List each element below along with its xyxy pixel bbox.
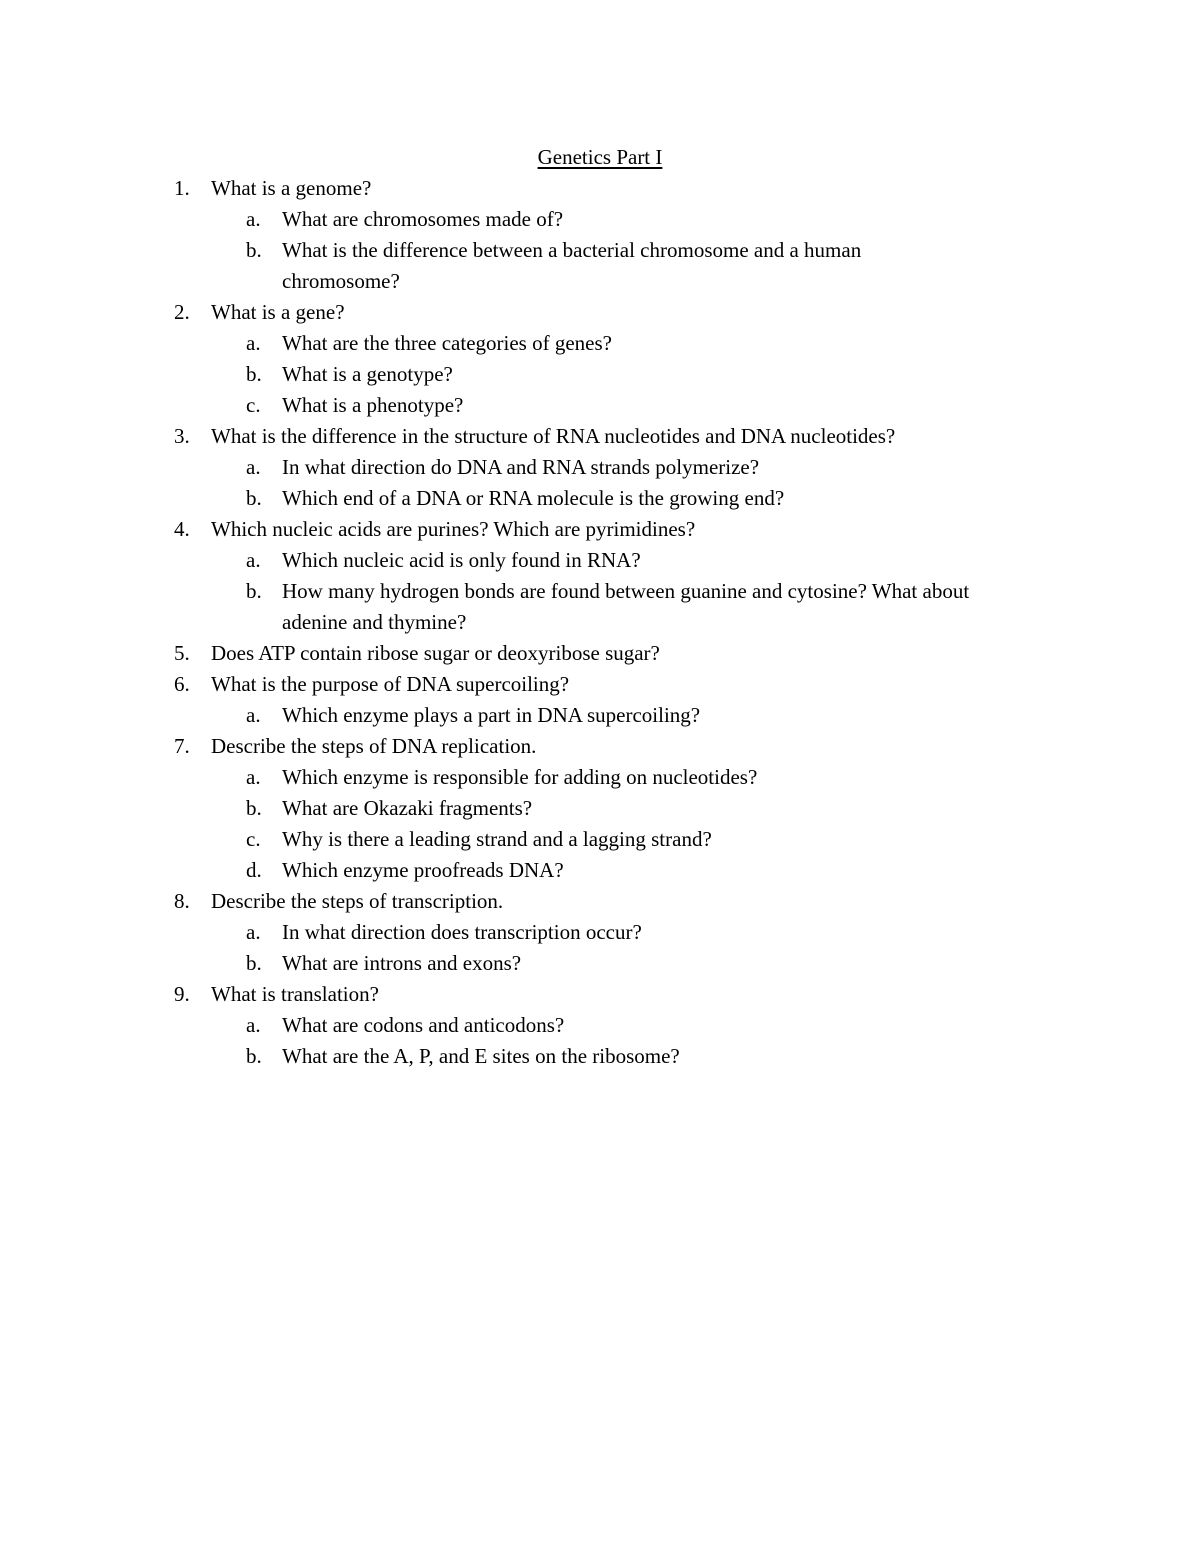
question-1a bbox=[0, 204, 1200, 235]
subquestion-letter: c. bbox=[246, 393, 261, 417]
question-4 bbox=[0, 514, 1200, 545]
subquestion-letter: b. bbox=[246, 362, 262, 386]
subquestion-text: Which enzyme proofreads DNA? bbox=[282, 858, 564, 882]
question-text: What is a genome? bbox=[211, 176, 372, 200]
subquestion-letter: c. bbox=[246, 827, 261, 851]
question-3b bbox=[0, 483, 1200, 514]
question-number: 4. bbox=[174, 517, 190, 541]
question-9a bbox=[0, 1010, 1200, 1041]
subquestion-text: How many hydrogen bonds are found between guanine and cytosine? What about bbox=[282, 579, 970, 603]
question-8 bbox=[0, 886, 1200, 917]
question-1b-continuation bbox=[0, 266, 1200, 297]
question-number: 8. bbox=[174, 889, 190, 913]
question-7d bbox=[0, 855, 1200, 886]
question-7a bbox=[0, 762, 1200, 793]
subquestion-letter: a. bbox=[246, 1013, 261, 1037]
question-3 bbox=[0, 421, 1200, 452]
subquestion-text: What is a genotype? bbox=[282, 362, 453, 386]
subquestion-letter: b. bbox=[246, 486, 262, 510]
subquestion-text: What are the three categories of genes? bbox=[282, 331, 612, 355]
question-text: What is the purpose of DNA supercoiling? bbox=[211, 672, 570, 696]
question-3a bbox=[0, 452, 1200, 483]
subquestion-letter: d. bbox=[246, 858, 262, 882]
question-number: 7. bbox=[174, 734, 190, 758]
question-text: What is translation? bbox=[211, 982, 379, 1006]
question-2b bbox=[0, 359, 1200, 390]
question-number: 2. bbox=[174, 300, 190, 324]
subquestion-letter: a. bbox=[246, 207, 261, 231]
question-4b-continuation bbox=[0, 607, 1200, 638]
subquestion-text: In what direction do DNA and RNA strands polymerize? bbox=[282, 455, 760, 479]
question-number: 5. bbox=[174, 641, 190, 665]
subquestion-letter: a. bbox=[246, 455, 261, 479]
question-text: Describe the steps of transcription. bbox=[211, 889, 504, 913]
subquestion-letter: a. bbox=[246, 765, 261, 789]
question-1b bbox=[0, 235, 1200, 266]
subquestion-text: What are introns and exons? bbox=[282, 951, 522, 975]
question-text: Which nucleic acids are purines? Which are pyrimidines? bbox=[211, 517, 696, 541]
question-7c bbox=[0, 824, 1200, 855]
subquestion-letter: a. bbox=[246, 920, 261, 944]
subquestion-letter: a. bbox=[246, 703, 261, 727]
question-9 bbox=[0, 979, 1200, 1010]
question-6a bbox=[0, 700, 1200, 731]
subquestion-text: Which nucleic acid is only found in RNA? bbox=[282, 548, 641, 572]
subquestion-text: What are the A, P, and E sites on the ribosome? bbox=[282, 1044, 680, 1068]
subquestion-text: Which end of a DNA or RNA molecule is the growing end? bbox=[282, 486, 785, 510]
question-text: Does ATP contain ribose sugar or deoxyribose sugar? bbox=[211, 641, 660, 665]
question-number: 3. bbox=[174, 424, 190, 448]
question-text: What is a gene? bbox=[211, 300, 345, 324]
question-4b bbox=[0, 576, 1200, 607]
subquestion-text: What are chromosomes made of? bbox=[282, 207, 564, 231]
question-8a bbox=[0, 917, 1200, 948]
subquestion-letter: b. bbox=[246, 579, 262, 603]
question-6 bbox=[0, 669, 1200, 700]
question-number: 9. bbox=[174, 982, 190, 1006]
question-number: 6. bbox=[174, 672, 190, 696]
subquestion-text: Which enzyme is responsible for adding on nucleotides? bbox=[282, 765, 758, 789]
subquestion-letter: b. bbox=[246, 238, 262, 262]
question-8b bbox=[0, 948, 1200, 979]
subquestion-letter: a. bbox=[246, 548, 261, 572]
question-7b bbox=[0, 793, 1200, 824]
page-title: Genetics Part I bbox=[537, 145, 663, 169]
question-2a bbox=[0, 328, 1200, 359]
subquestion-text: What are codons and anticodons? bbox=[282, 1013, 565, 1037]
question-7 bbox=[0, 731, 1200, 762]
question-2 bbox=[0, 297, 1200, 328]
question-1 bbox=[0, 173, 1200, 204]
question-4a bbox=[0, 545, 1200, 576]
question-text: Describe the steps of DNA replication. bbox=[211, 734, 537, 758]
subquestion-text: What is the difference between a bacterial chromosome and a human bbox=[282, 238, 862, 262]
subquestion-text: Why is there a leading strand and a lagging strand? bbox=[282, 827, 712, 851]
subquestion-text: What are Okazaki fragments? bbox=[282, 796, 533, 820]
question-text: What is the difference in the structure of RNA nucleotides and DNA nucleotides? bbox=[211, 424, 896, 448]
question-9b bbox=[0, 1041, 1200, 1072]
subquestion-text-continuation: chromosome? bbox=[282, 269, 400, 293]
question-5 bbox=[0, 638, 1200, 669]
question-2c bbox=[0, 390, 1200, 421]
subquestion-text-continuation: adenine and thymine? bbox=[282, 610, 467, 634]
question-list bbox=[0, 173, 1200, 1072]
subquestion-letter: b. bbox=[246, 951, 262, 975]
subquestion-text: What is a phenotype? bbox=[282, 393, 464, 417]
subquestion-text: In what direction does transcription occur? bbox=[282, 920, 642, 944]
subquestion-letter: a. bbox=[246, 331, 261, 355]
subquestion-text: Which enzyme plays a part in DNA supercoiling? bbox=[282, 703, 701, 727]
subquestion-letter: b. bbox=[246, 796, 262, 820]
question-number: 1. bbox=[174, 176, 190, 200]
subquestion-letter: b. bbox=[246, 1044, 262, 1068]
